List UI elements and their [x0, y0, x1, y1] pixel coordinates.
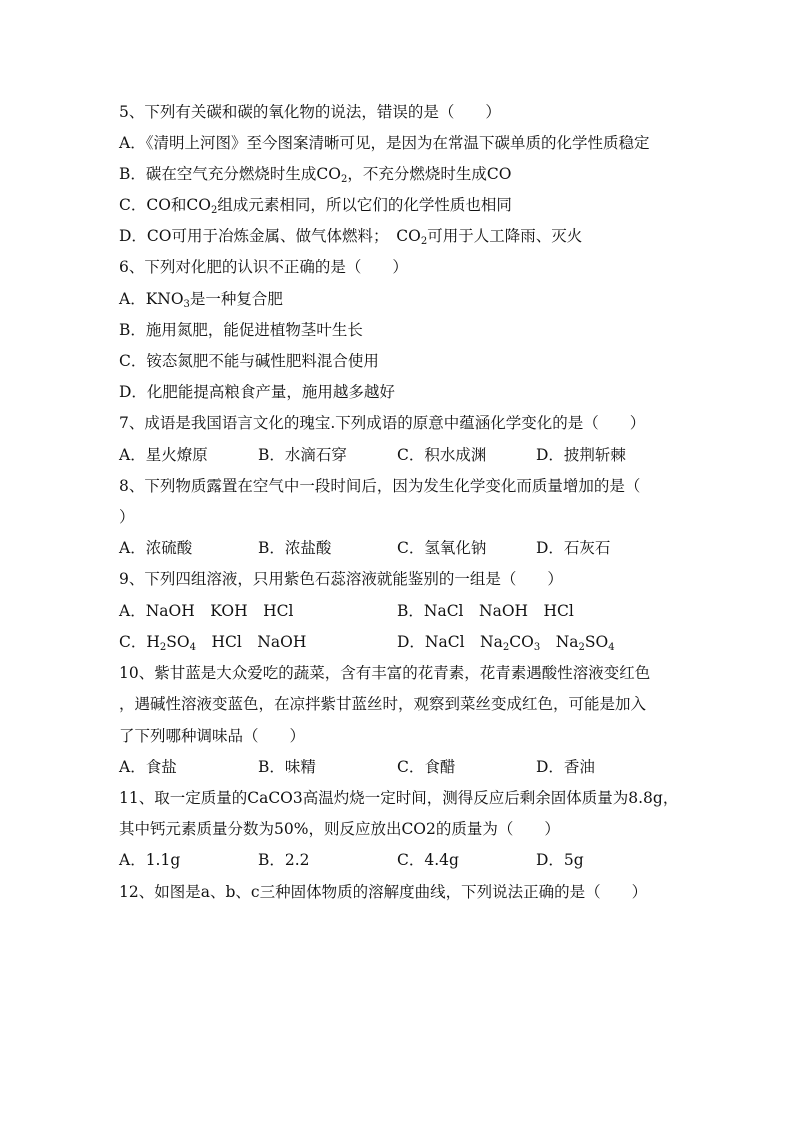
q5-option-d: D．CO可用于冶炼金属、做气体燃料； $CO_2$可用于人工降雨、灭火 [119, 227, 583, 247]
q7-option-c: C．积水成渊 [397, 446, 487, 464]
q6-stem: 6、下列对化肥的认识不正确的是（ ） [119, 258, 408, 276]
q11-option-d: D．5g [536, 851, 584, 869]
q8-option-c: C．氢氧化钠 [397, 539, 487, 557]
q9-stem: 9、下列四组溶液，只用紫色石蕊溶液就能鉴别的一组是（ ） [119, 570, 563, 588]
q8-option-d: D．石灰石 [536, 539, 611, 557]
q6-option-a: A．$KNO_3$是一种复合肥 [119, 290, 283, 310]
q5-option-a: A．《清明上河图》至今图案清晰可见，是因为在常温下碳单质的化学性质稳定 [119, 134, 650, 152]
q8-option-b: B．浓盐酸 [258, 539, 332, 557]
q9-option-b: B．NaCl NaOH HCl [397, 602, 574, 620]
q10-option-c: C．食醋 [397, 758, 456, 776]
q6-option-c: C．铵态氮肥不能与碱性肥料混合使用 [119, 352, 379, 370]
q5-option-c: C．CO和$CO_2$组成元素相同，所以它们的化学性质也相同 [119, 196, 512, 216]
q9-option-c: C．$H_2SO_4$ HCl NaOH [119, 633, 307, 653]
q10-option-a: A．食盐 [119, 758, 177, 776]
q11-option-a: A．1.1g [119, 851, 181, 869]
q8-option-a: A．浓硫酸 [119, 539, 193, 557]
q11-stem-line1: 11、取一定质量的CaCO3高温灼烧一定时间，测得反应后剩余固体质量为8.8g， [119, 789, 679, 807]
q6-option-b: B．施用氮肥，能促进植物茎叶生长 [119, 321, 363, 339]
q7-option-a: A．星火燎原 [119, 446, 208, 464]
q11-option-c: C．4.4g [397, 851, 459, 869]
q11-option-b: B．2.2 [258, 851, 310, 869]
q10-stem-line3: 了下列哪种调味品（ ） [119, 727, 306, 745]
q5-option-b: B．碳在空气充分燃烧时生成$CO_2$，不充分燃烧时生成CO [119, 165, 512, 185]
q10-option-d: D．香油 [536, 758, 595, 776]
q10-stem-line2: ，遇碱性溶液变蓝色，在凉拌紫甘蓝丝时，观察到菜丝变成红色，可能是加入 [119, 695, 647, 713]
q9-option-d: D．NaCl $Na_2CO_3$ $Na_2SO_4$ [397, 633, 615, 653]
q11-stem-line2: 其中钙元素质量分数为50%，则反应放出CO2的质量为（ ） [119, 820, 560, 838]
q7-option-d: D．披荆斩棘 [536, 446, 626, 464]
q6-option-d: D．化肥能提高粮食产量，施用越多越好 [119, 383, 395, 401]
q10-stem-line1: 10、紫甘蓝是大众爱吃的蔬菜，含有丰富的花青素，花青素遇酸性溶液变红色 [119, 664, 651, 682]
q7-stem: 7、成语是我国语言文化的瑰宝.下列成语的原意中蕴涵化学变化的是（ ） [119, 414, 646, 432]
q8-stem-line1: 8、下列物质露置在空气中一段时间后，因为发生化学变化而质量增加的是（ [119, 477, 641, 495]
q8-stem-line2: ） [119, 508, 135, 526]
q12-stem: 12、如图是a、b、c三种固体物质的溶解度曲线，下列说法正确的是（ ） [119, 883, 648, 901]
q9-option-a: A．NaOH KOH HCl [119, 602, 294, 620]
q7-option-b: B．水滴石穿 [258, 446, 347, 464]
q5-stem: 5、下列有关碳和碳的氧化物的说法，错误的是（ ） [119, 103, 501, 121]
q10-option-b: B．味精 [258, 758, 316, 776]
